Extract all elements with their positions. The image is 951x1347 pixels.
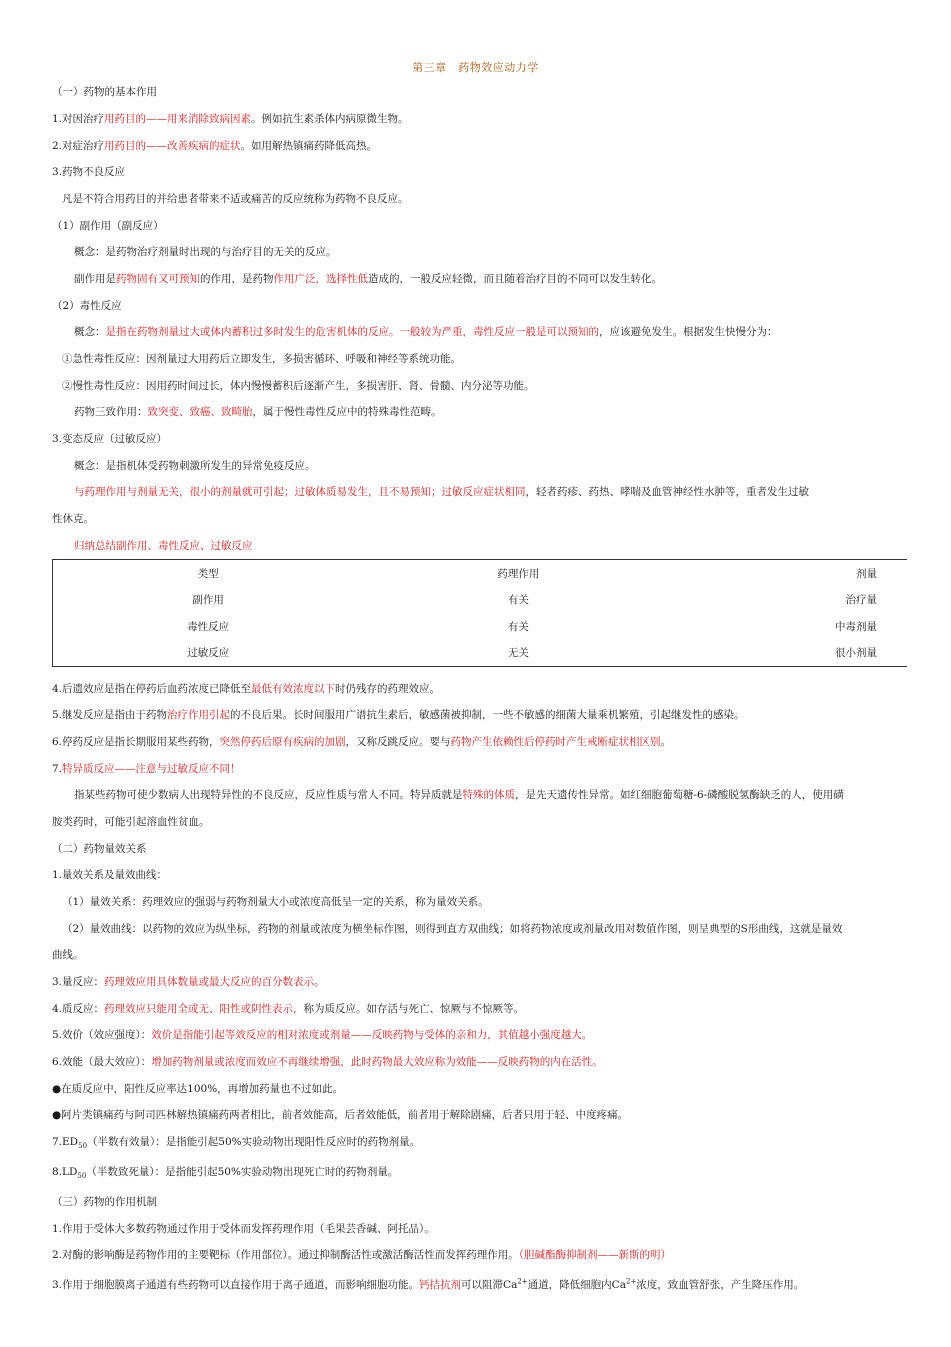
paragraph: 6.停药反应是指长期服用某些药物，突然停药后原有疾病的加剧，又称反跳反应。要与药物产生依赖性后停药时产生戒断症状相区别。 — [52, 736, 672, 748]
subsection-heading: （2）毒性反应 — [52, 300, 122, 312]
paragraph: 6.效能（最大效应）：增加药物剂量或浓度而效应不再继续增强，此时药物最大效应称为效能——反映药物的内在活性。 — [52, 1056, 603, 1068]
paragraph: 3.药物不良反应 — [52, 166, 126, 178]
subsection-heading: （1）副作用（副反应） — [52, 220, 164, 232]
table-header-cell: 药理作用 — [497, 567, 540, 580]
paragraph: 性休克。 — [52, 513, 94, 525]
paragraph: 凡是不符合用药目的并给患者带来不适或痛苦的反应统称为药物不良反应。 — [62, 193, 409, 205]
paragraph: 3.量反应：药理效应用具体数量或最大反应的百分数表示。 — [52, 976, 325, 988]
bullet-item: ●阿片类镇痛药与阿司匹林解热镇痛药两者相比，前者效能高，后者效能低，前者用于解除剧痛，后者只用于轻、中度疼痛。 — [52, 1109, 629, 1121]
table-cell: 有关 — [507, 620, 529, 633]
table-row — [53, 640, 908, 667]
table-cell: 过敏反应 — [187, 647, 230, 660]
paragraph: 2.对酶的影响酶是药物作用的主要靶标（作用部位）。通过抑制酶活性或激活酶活性而发挥药理作用。（胆碱酯酶抑制剂——新斯的明） — [52, 1249, 672, 1261]
table-cell: 无关 — [507, 647, 529, 660]
paragraph: 副作用是药物固有又可预知的作用，是药物作用广泛，选择性低造成的，一般反应轻微，而且随着治疗目的不同可以发生转化。 — [74, 273, 662, 285]
paragraph: （1）量效关系：药理效应的强弱与药物剂量大小或浓度高低呈一定的关系，称为量效关系。 — [62, 896, 489, 908]
paragraph: $7.ED_{50}$（半数有效量）：是指能引起50%实验动物出现阳性反应时的药物剂量。 — [52, 1136, 421, 1151]
chapter-title: 第三章 药物效应动力学 — [412, 61, 539, 74]
summary-table — [52, 559, 907, 667]
paragraph: ①急性毒性反应：因剂量过大用药后立即发生，多损害循环、呼吸和神经等系统功能。 — [62, 353, 461, 365]
section-heading: （三）药物的作用机制 — [52, 1196, 157, 1208]
paragraph: 1.作用于受体大多数药物通过作用于受体而发挥药理作用（毛果芸香碱、阿托品）。 — [52, 1223, 435, 1235]
table-row — [53, 613, 908, 640]
paragraph: 1.对因治疗用药目的——用来消除致病因素。例如抗生素杀体内病原微生物。 — [52, 113, 409, 125]
paragraph: 概念：是指机体受药物刺激所发生的异常免疫反应。 — [74, 460, 316, 472]
table-cell: 毒性反应 — [187, 620, 230, 633]
paragraph: 5.效价（效应强度）：效价是指能引起等效反应的相对浓度或剂量——反映药物与受体的亲和力，其值越小强度越大。 — [52, 1029, 593, 1041]
section-heading: （二）药物量效关系 — [52, 843, 147, 855]
table-caption: 归纳总结副作用、毒性反应、过敏反应 — [74, 540, 253, 552]
paragraph: 7.特异质反应——注意与过敏反应不同！ — [52, 763, 241, 775]
paragraph: 4.质反应：药理效应只能用全或无、阳性或阴性表示，称为质反应。如存活与死亡、惊厥与不惊厥等。 — [52, 1003, 525, 1015]
table-row — [53, 587, 908, 614]
paragraph: ②慢性毒性反应：因用药时间过长，体内慢慢蓄积后逐渐产生，多损害肝、肾、骨髓、内分泌等功能。 — [62, 380, 535, 392]
paragraph: 4.后遗效应是指在停药后血药浓度已降低至最低有效浓度以下时仍残存的药理效应。 — [52, 683, 441, 695]
paragraph: 3.作用于细胞膜离子通道有些药物可以直接作用于离子通道，而影响细胞功能。钙拮抗剂可以阻滞$Ca^{2+}$通道，降低细胞内$Ca^{2+}$浓度，致血管舒张，产生降压作用。 — [52, 1277, 805, 1291]
paragraph: 1.量效关系及量效曲线： — [52, 869, 168, 881]
paragraph: 5.继发反应是指由于药物治疗作用引起的不良后果。长时间服用广谱抗生素后，敏感菌被抑制，一些不敏感的细菌大量乘机繁殖，引起继发性的感染。 — [52, 709, 745, 721]
section-heading: （一）药物的基本作用 — [52, 86, 157, 98]
table-header-cell: 类型 — [197, 567, 219, 580]
table-header-cell: 剂量 — [856, 567, 877, 580]
table-cell: 治疗量 — [845, 594, 877, 607]
table-header-row — [53, 560, 908, 587]
paragraph: 药物三致作用：致突变、致癌、致畸胎，属于慢性毒性反应中的特殊毒性范畴。 — [74, 406, 442, 418]
paragraph: 概念：是指在药物剂量过大或体内蓄积过多时发生的危害机体的反应。一般较为严重，毒性反应一般是可以预知的，应该避免发生。根据发生快慢分为： — [74, 326, 778, 338]
paragraph: $8.LD_{50}$（半数致死量）：是指能引起50%实验动物出现死亡时的药物剂量。 — [52, 1166, 399, 1181]
paragraph: 3.变态反应（过敏反应） — [52, 433, 168, 445]
paragraph: 胺类药时，可能引起溶血性贫血。 — [52, 816, 210, 828]
table-cell: 很小剂量 — [835, 647, 877, 660]
table-cell: 副作用 — [192, 594, 224, 607]
table-cell: 中毒剂量 — [835, 620, 877, 633]
bullet-item: ●在质反应中，阳性反应率达100%，再增加药量也不过如此。 — [52, 1083, 344, 1095]
paragraph: 曲线。 — [52, 949, 84, 961]
paragraph: 与药理作用与剂量无关，很小的剂量就可引起；过敏体质易发生，且不易预知；过敏反应症状相同，轻者药疹、药热、哮喘及血管神经性水肿等，重者发生过敏 — [74, 486, 809, 498]
paragraph: 2.对症治疗用药目的——改善疾病的症状。如用解热镇痛药降低高热。 — [52, 140, 378, 152]
paragraph: （2）量效曲线：以药物的效应为纵坐标，药物的剂量或浓度为横坐标作图，则得到直方双曲线；如将药物浓度或剂量改用对数值作图，则呈典型的S形曲线，这就是量效 — [62, 923, 843, 935]
table-cell: 有关 — [507, 594, 529, 607]
paragraph: 指某些药物可使少数病人出现特异性的不良反应，反应性质与常人不同。特异质就是特殊的体质，是先天遗传性异常。如红细胞葡萄糖-6-磷酸脱氢酶缺乏的人，使用磺 — [74, 789, 844, 801]
paragraph: 概念：是药物治疗剂量时出现的与治疗目的无关的反应。 — [74, 246, 337, 258]
